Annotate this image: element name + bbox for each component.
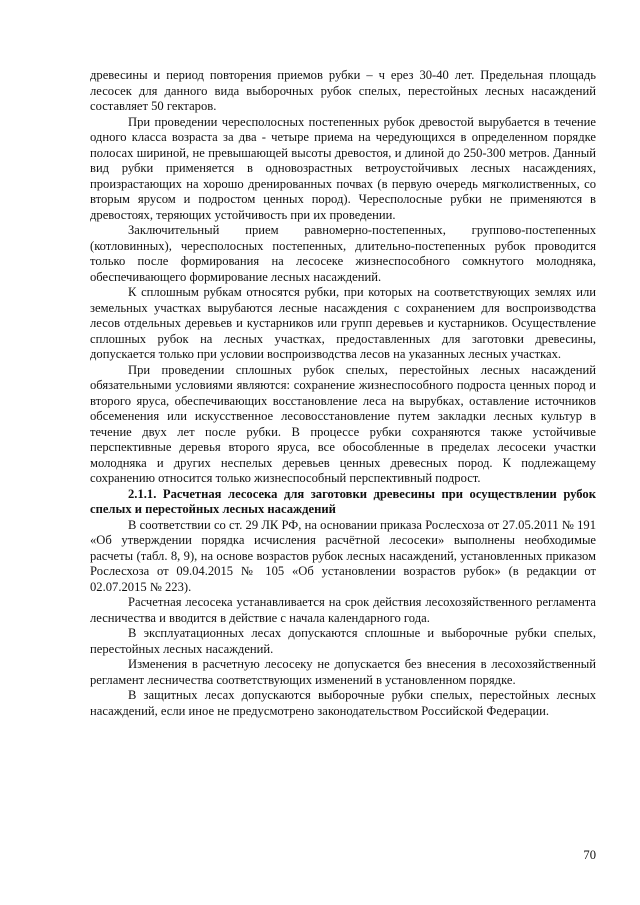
paragraph: древесины и период повторения приемов рубки – ч ерез 30-40 лет. Предельная площадь лесосек для данного вида выборочных рубок спелых, перестойных лесных насаждений составляет 50 гектаров. (90, 68, 596, 113)
paragraph: К сплошным рубкам относятся рубки, при которых на соответствующих землях или земельных участках вырубаются лесные насаждения с сохранением для воспроизводства лесов отдельных деревьев и кустарников или групп деревьев и кустарников. Осуществление сплошных рубок на лесных участках, предоставленных для заготовки древесины, допускается только при условии воспроизводства лесов на указанных лесных участках. (90, 285, 596, 361)
paragraph: Заключительный прием равномерно-постепенных, группово-постепенных (котловинных), чересполосных постепенных, длительно-постепенных рубок проводится только после формирования на лесосеке жизнеспособного сомкнутого молодняка, обеспечивающего формирование лесных насаждений. (90, 223, 596, 284)
paragraph: В соответствии со ст. 29 ЛК РФ, на основании приказа Рослесхоза от 27.05.2011 № 191 «Об утверждении порядка исчисления расчётной лесосеки» выполнены необходимые расчеты (табл. 8, 9), на основе возрастов рубок лесных насаждений, установленных приказом Рослесхоза от 09.04.2015 № 105 «Об установлении возрастов рубок» (в редакции от 02.07.2015 № 223). (90, 517, 596, 594)
paragraph: Расчетная лесосека устанавливается на срок действия лесохозяйственного регламента лесничества и вводится в действие с начала календарного года. (90, 595, 596, 625)
page-number: 70 (583, 848, 596, 862)
paragraph: В защитных лесах допускаются выборочные рубки спелых, перестойных лесных насаждений, если иное не предусмотрено законодательством Российской Федерации. (90, 688, 596, 718)
document-page (90, 68, 596, 719)
section-heading: 2.1.1. Расчетная лесосека для заготовки древесины при осуществлении рубок спелых и перестойных лесных насаждений (90, 486, 596, 516)
paragraph: При проведении чересполосных постепенных рубок древостой вырубается в течение одного класса возраста за два - четыре приема на чередующихся в определенном порядке полосах шириной, не превышающей высоты древостоя, и длиной до 250-300 метров. Данный вид рубки применяется в одновозрастных ветроустойчивых лесных насаждениях, произрастающих на хорошо дренированных почвах (в первую очередь мягколиственных, со вторым ярусом и подростом ценных пород). Чересполосные рубки не применяются в древостоях, теряющих устойчивость при их проведении. (90, 114, 596, 222)
paragraph: Изменения в расчетную лесосеку не допускается без внесения в лесохозяйственный регламент лесничества соответствующих изменений в установленном порядке. (90, 657, 596, 687)
paragraph: При проведении сплошных рубок спелых, перестойных лесных насаждений обязательными условиями являются: сохранение жизнеспособного подроста ценных пород и второго яруса, обеспечивающих восстановление леса на вырубках, оставление источников обсеменения или искусственное лесовосстановление путем закладки лесных культур в течение двух лет после рубки. В процессе рубки сохраняются также устойчивые перспективные деревья второго яруса, все обособленные в пределах лесосеки участки молодняка и других неспелых деревьев ценных древесных пород. К подлежащему сохранению относится только жизнеспособный перспективный подрост. (90, 362, 596, 485)
paragraph: В эксплуатационных лесах допускаются сплошные и выборочные рубки спелых, перестойных лесных насаждений. (90, 626, 596, 656)
